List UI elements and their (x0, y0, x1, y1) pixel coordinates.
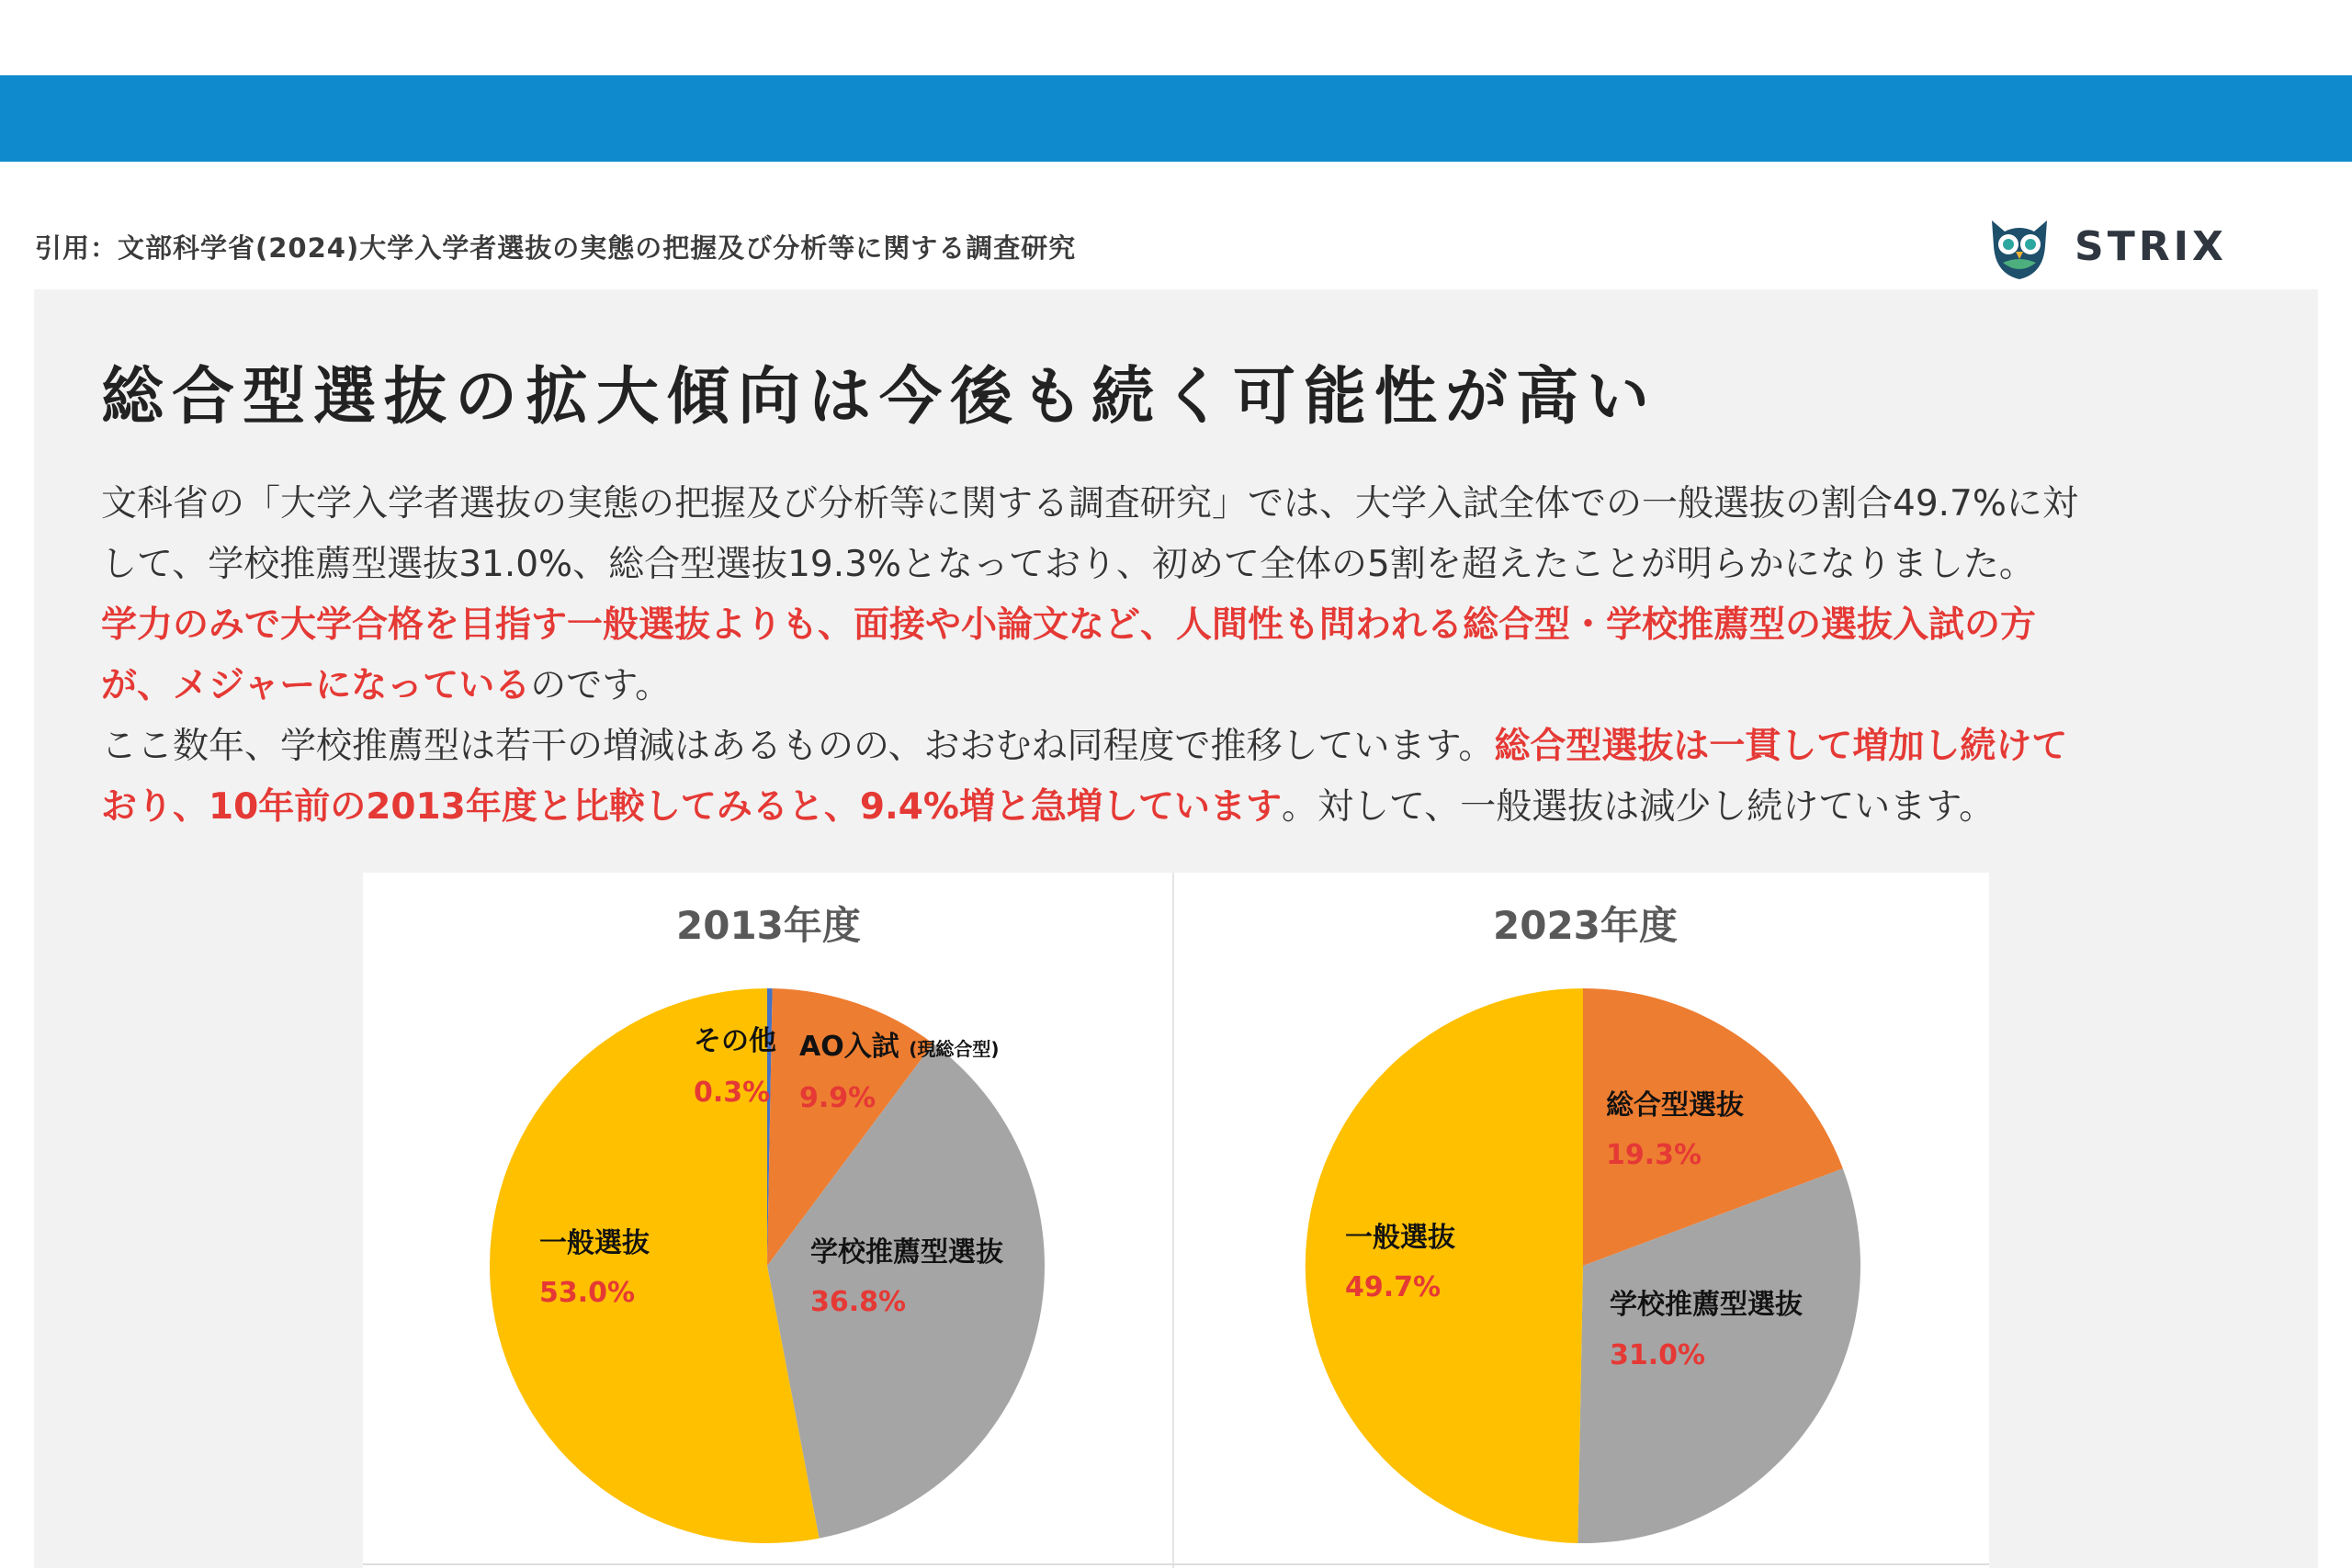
slice-value-sougou-2023: 19.3% (1606, 1139, 1702, 1171)
pie-chart-2023 (1303, 986, 1863, 1546)
body-line (101, 716, 2260, 777)
logo-wordmark: STRIX (2075, 222, 2227, 270)
slice-value-ao: 9.9% (799, 1082, 876, 1114)
chart-divider (1172, 873, 1174, 1568)
slice-label-ao-main: AO入試 (799, 1031, 899, 1063)
top-banner (0, 75, 2352, 162)
slice-value-suisen-2013: 36.8% (810, 1286, 907, 1318)
emphasis-text: おり、10年前の2013年度と比較してみると、9.4%増と急増しています (101, 786, 1282, 828)
slice-value-suisen-2023: 31.0% (1610, 1339, 1706, 1371)
body-line-emphasis: 学力のみで大学合格を目指す一般選抜よりも、面接や小論文など、人間性も問われる総合型・学校推薦型の選抜入試の方 (101, 604, 2037, 646)
citation-text: 引用：文部科学省(2024)大学入学者選抜の実態の把握及び分析等に関する調査研究 (35, 232, 1077, 264)
body-line (101, 656, 2260, 716)
page-headline: 総合型選抜の拡大傾向は今後も続く可能性が高い (101, 361, 1658, 434)
chart-bottom-border (363, 1563, 1989, 1565)
emphasis-text: 総合型選抜は一貫して増加し続けて (1494, 726, 2068, 767)
slice-label-suisen-2013: 学校推薦型選抜 (810, 1236, 1003, 1269)
body-line (101, 777, 2260, 838)
strix-logo (1983, 209, 2227, 283)
plain-text: のです。 (530, 665, 672, 706)
slice-label-sougou-2023: 総合型選抜 (1606, 1089, 1744, 1122)
slice-label-suisen-2023: 学校推薦型選抜 (1610, 1289, 1803, 1321)
slice-label-ippan-2023: 一般選抜 (1345, 1222, 1455, 1254)
emphasis-text: が、メジャーになっている (101, 665, 531, 706)
body-paragraph (101, 474, 2260, 838)
slice-value-ippan-2013: 53.0% (539, 1277, 636, 1309)
slice-label-ao-note: (現総合型) (909, 1038, 1000, 1060)
slice-value-ippan-2023: 49.7% (1345, 1271, 1442, 1303)
chart-title-2023: 2023年度 (1493, 903, 1678, 948)
slice-value-sonota: 0.3% (694, 1077, 771, 1109)
body-line: 文科省の「大学入学者選抜の実態の把握及び分析等に関する調査研究」では、大学入試全体での一般選抜の割合49.7%に対 (101, 483, 2078, 525)
slice-label-ippan-2013: 一般選抜 (539, 1227, 650, 1259)
plain-text: ここ数年、学校推薦型は若干の増減はあるものの、おおむね同程度で推移しています。 (101, 726, 1495, 767)
slice-label-sonota: その他 (694, 1025, 776, 1057)
plain-text: 。対して、一般選抜は減少し続けています。 (1281, 786, 1996, 828)
chart-title-2013: 2013年度 (676, 903, 861, 948)
slice-label-ao (799, 1023, 999, 1064)
pie-2023-slice-2 (1306, 988, 1583, 1543)
body-line: して、学校推薦型選抜31.0%、総合型選抜19.3%となっており、初めて全体の5割を超えたことが明らかになりました。 (101, 544, 2035, 585)
owl-icon (1983, 209, 2056, 283)
